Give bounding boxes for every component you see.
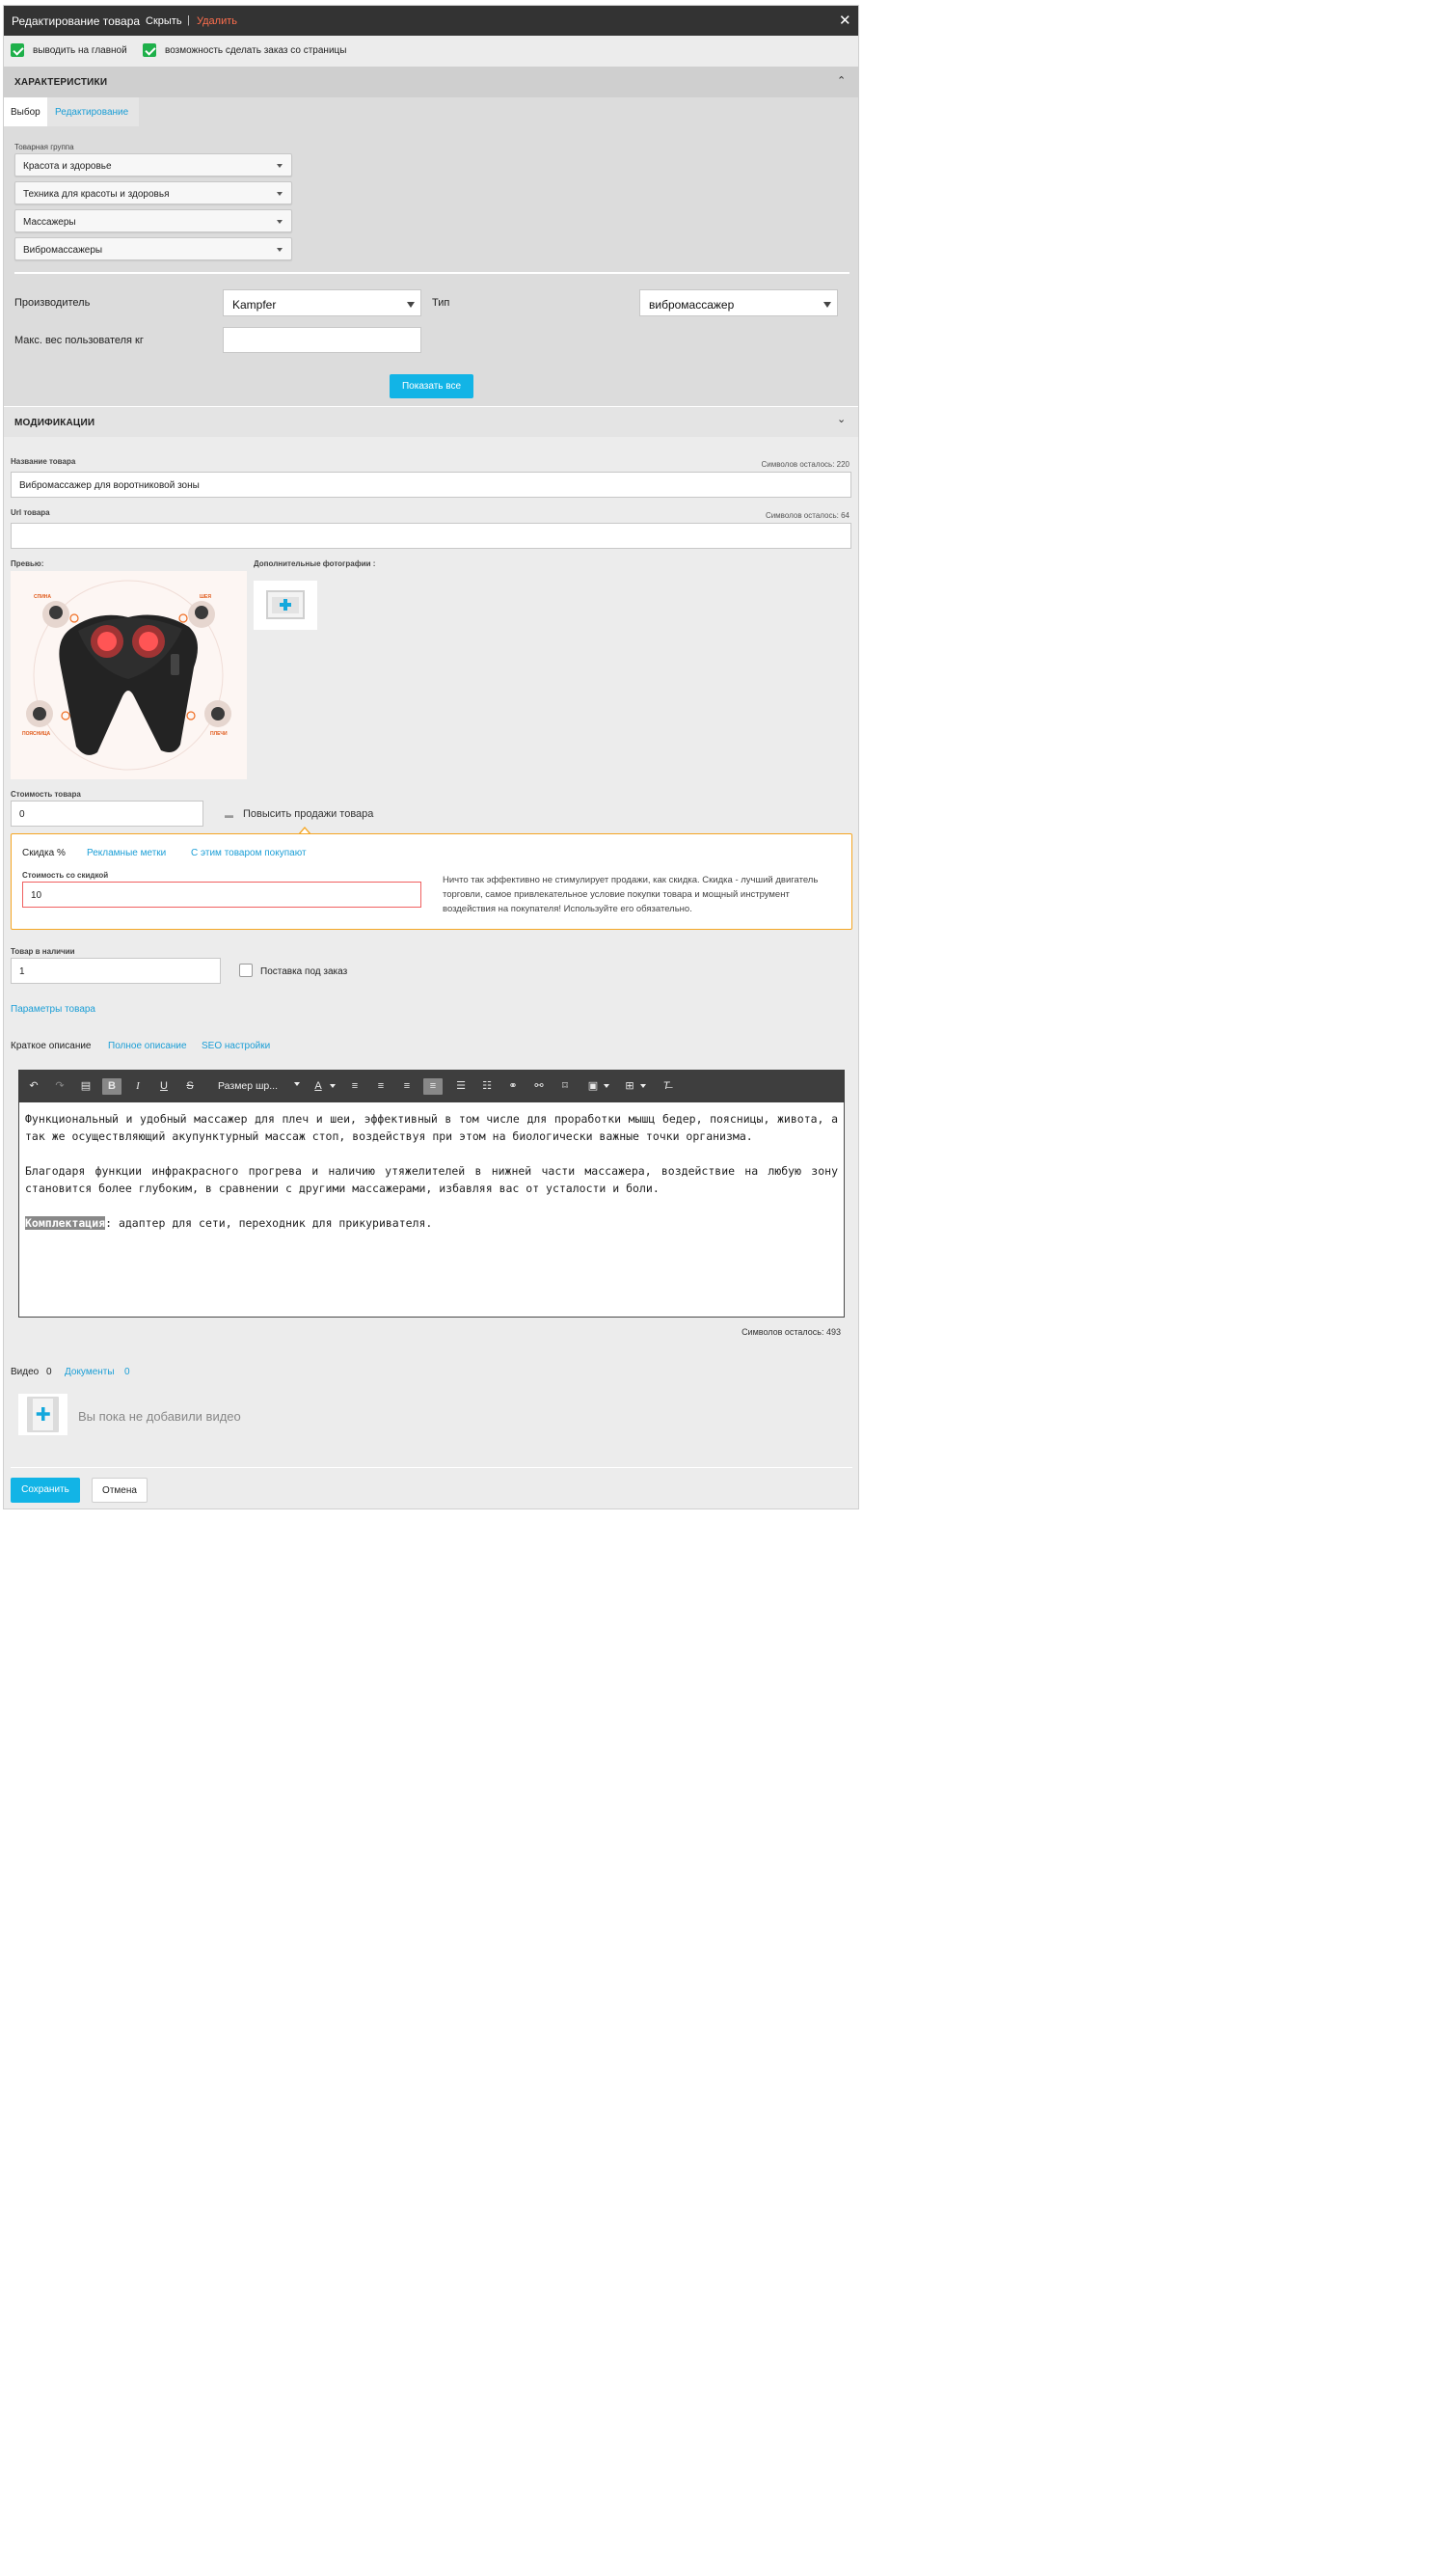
- preview-label: Превью:: [11, 559, 44, 568]
- documents-count: 0: [124, 1367, 130, 1377]
- show-on-main-label: выводить на главной: [33, 45, 127, 56]
- characteristics-title: ХАРАКТЕРИСТИКИ: [14, 77, 108, 88]
- unlink-icon[interactable]: ⚯: [534, 1080, 544, 1092]
- product-url-input[interactable]: [11, 523, 851, 549]
- massager-product-image: [11, 571, 247, 779]
- product-name-input[interactable]: [11, 472, 851, 498]
- chevron-up-icon[interactable]: ⌃: [837, 75, 847, 87]
- discount-input[interactable]: [22, 882, 421, 908]
- caret-down-icon: [277, 164, 283, 168]
- product-name-value: Вибромассажер для воротниковой зоны: [19, 480, 200, 491]
- max-weight-input[interactable]: [223, 327, 421, 353]
- discount-value: 10: [31, 890, 42, 901]
- bullet-list-icon[interactable]: ☰: [456, 1080, 466, 1092]
- add-image-icon: [254, 581, 317, 630]
- promo-panel: [11, 833, 852, 930]
- tab-bought-together[interactable]: С этим товаром покупают: [191, 848, 307, 858]
- kit-text: : адаптер для сети, переходник для прикуривателя.: [105, 1216, 433, 1230]
- no-video-text: Вы пока не добавили видео: [78, 1409, 241, 1424]
- order-from-page-checkbox[interactable]: [143, 43, 156, 57]
- max-weight-label: Макс. вес пользователя кг: [14, 335, 144, 346]
- tab-discount[interactable]: Скидка %: [22, 848, 66, 858]
- extra-photos-label: Дополнительные фотографии :: [254, 559, 376, 568]
- editor-toolbar: [18, 1070, 845, 1102]
- caret-down-icon: [277, 192, 283, 196]
- description-counter: Символов осталось: 493: [741, 1327, 841, 1337]
- show-all-button[interactable]: Показать все: [390, 374, 473, 398]
- group-select-1[interactable]: [14, 153, 292, 177]
- close-icon[interactable]: ✕: [839, 13, 851, 29]
- stock-label: Товар в наличии: [11, 947, 75, 956]
- preview-image[interactable]: [11, 571, 247, 779]
- align-justify-icon[interactable]: ≡: [423, 1078, 443, 1095]
- type-label: Тип: [432, 297, 450, 309]
- paste-icon[interactable]: ▤: [80, 1080, 92, 1092]
- divider: [14, 272, 849, 274]
- preorder-checkbox[interactable]: [239, 964, 253, 977]
- product-url-counter: Символов осталось: 64: [765, 511, 849, 520]
- manufacturer-value: Kampfer: [232, 298, 277, 312]
- modifications-title: МОДИФИКАЦИИ: [14, 418, 95, 428]
- save-button[interactable]: Сохранить: [11, 1478, 80, 1503]
- hide-link[interactable]: Скрыть: [146, 15, 182, 27]
- italic-icon[interactable]: I: [136, 1080, 140, 1092]
- editor-paragraph-1: Функциональный и удобный массажер для плеч и шеи, эффективный в том числе для проработки мышц бедер, поясницы, живота, а так же осуществляющий акупунктурный массаж стоп, воздействуя при этом на биологически важные точки организма.: [25, 1112, 838, 1143]
- show-on-main-checkbox[interactable]: [11, 43, 24, 57]
- tab-seo-settings[interactable]: SEO настройки: [202, 1041, 271, 1051]
- tab-edit[interactable]: Редактирование: [47, 97, 139, 126]
- caret-down-icon: [604, 1084, 609, 1088]
- documents-tab[interactable]: Документы: [65, 1367, 115, 1377]
- editor-paragraph-2: Благодаря функции инфракрасного прогрева и наличию утяжелителей в нижней части массажера, воздействие на любую зону становится более глубоким, в сравнении с другими массажерами, избавляя вас от усталости и боли.: [25, 1164, 838, 1195]
- price-input[interactable]: [11, 801, 203, 827]
- product-url-label: Url товара: [11, 508, 50, 517]
- chevron-down-icon[interactable]: ⌄: [837, 414, 847, 425]
- insert-image-icon[interactable]: ▣: [587, 1080, 599, 1092]
- group-select-3[interactable]: [14, 209, 292, 232]
- redo-icon[interactable]: ↷: [55, 1080, 65, 1092]
- numbered-list-icon[interactable]: ☷: [482, 1080, 492, 1092]
- shoulders-label: ПЛЕЧИ: [210, 731, 228, 737]
- kit-highlight: Комплектация: [25, 1216, 106, 1230]
- align-left-icon[interactable]: ≡: [351, 1080, 359, 1092]
- discount-price-label: Стоимость со скидкой: [22, 871, 109, 880]
- clear-format-icon[interactable]: T̶: [662, 1080, 670, 1092]
- bookmark-icon[interactable]: ⌑: [562, 1080, 568, 1092]
- lower-back-label: ПОЯСНИЦА: [22, 731, 51, 737]
- tab-select[interactable]: Выбор: [4, 97, 47, 126]
- group-select-2[interactable]: [14, 181, 292, 204]
- group-select-4-value: Вибромассажеры: [23, 245, 103, 256]
- price-label: Стоимость товара: [11, 790, 81, 799]
- type-value: вибромассажер: [649, 298, 735, 312]
- stock-input[interactable]: [11, 958, 221, 984]
- dialog-title: Редактирование товара: [12, 14, 141, 28]
- characteristics-tabs: [4, 97, 139, 126]
- stock-value: 1: [19, 966, 25, 977]
- type-select[interactable]: [639, 289, 838, 316]
- caret-down-icon: [294, 1082, 300, 1086]
- tab-short-description[interactable]: Краткое описание: [11, 1041, 92, 1051]
- caret-down-icon: [277, 248, 283, 252]
- group-select-4[interactable]: [14, 237, 292, 260]
- header-separator: |: [187, 14, 190, 26]
- undo-icon[interactable]: ↶: [29, 1080, 39, 1092]
- edit-product-dialog: [3, 5, 859, 1509]
- cancel-button[interactable]: Отмена: [92, 1478, 148, 1503]
- video-tab[interactable]: Видео: [11, 1367, 40, 1377]
- text-color-icon[interactable]: A: [314, 1080, 322, 1092]
- group-select-2-value: Техника для красоты и здоровья: [23, 189, 170, 200]
- tab-full-description[interactable]: Полное описание: [108, 1041, 187, 1051]
- price-value: 0: [19, 809, 25, 820]
- add-photo-button[interactable]: [254, 581, 317, 630]
- group-select-3-value: Массажеры: [23, 217, 76, 228]
- group-select-1-value: Красота и здоровье: [23, 161, 112, 172]
- caret-down-icon: [640, 1084, 646, 1088]
- bold-icon[interactable]: B: [102, 1078, 121, 1095]
- add-video-icon: [18, 1394, 67, 1435]
- characteristics-panel: [4, 97, 859, 406]
- caret-down-icon: [277, 220, 283, 224]
- table-icon[interactable]: ⊞: [625, 1080, 634, 1092]
- description-editor[interactable]: [18, 1102, 845, 1318]
- footer-divider: [11, 1467, 852, 1468]
- font-size-select[interactable]: Размер шр...: [218, 1080, 279, 1092]
- manufacturer-select[interactable]: [223, 289, 421, 316]
- align-center-icon[interactable]: ≡: [377, 1080, 385, 1092]
- product-params-link[interactable]: Параметры товара: [11, 1004, 95, 1015]
- discount-description: Ничто так эффективно не стимулирует продажи, как скидка. Скидка - лучший двигатель торговли, самое привлекательное условие покупки товара и мощный инструмент воздействия на покупателя! Используйте его обязательно.: [443, 875, 819, 914]
- caret-down-icon: [407, 302, 415, 308]
- product-name-label: Название товара: [11, 457, 76, 466]
- tab-ad-labels[interactable]: Рекламные метки: [87, 848, 167, 858]
- dialog-header: [4, 6, 859, 36]
- product-name-counter: Символов осталось: 220: [761, 460, 849, 469]
- boost-icon: ▬: [225, 810, 233, 820]
- manufacturer-label: Производитель: [14, 297, 91, 309]
- caret-down-icon: [823, 302, 831, 308]
- preorder-label: Поставка под заказ: [260, 966, 348, 977]
- delete-link[interactable]: Удалить: [197, 15, 237, 27]
- link-icon[interactable]: ⚭: [508, 1080, 518, 1092]
- caret-down-icon: [330, 1084, 336, 1088]
- back-label: СПИНА: [34, 594, 52, 600]
- characteristics-header[interactable]: [4, 67, 859, 97]
- underline-icon[interactable]: U: [160, 1080, 168, 1092]
- align-right-icon[interactable]: ≡: [403, 1080, 411, 1092]
- editor-paragraph-3: [25, 1214, 838, 1232]
- neck-label: ШЕЯ: [200, 594, 211, 600]
- add-video-button[interactable]: [18, 1394, 67, 1435]
- strikethrough-icon[interactable]: S: [186, 1080, 194, 1092]
- order-from-page-label: возможность сделать заказ со страницы: [165, 45, 347, 56]
- product-group-label: Товарная группа: [14, 143, 74, 151]
- visibility-options: [4, 36, 859, 67]
- boost-sales-link[interactable]: Повысить продажи товара: [243, 808, 374, 820]
- modifications-header[interactable]: [4, 406, 859, 437]
- video-count: 0: [46, 1367, 52, 1377]
